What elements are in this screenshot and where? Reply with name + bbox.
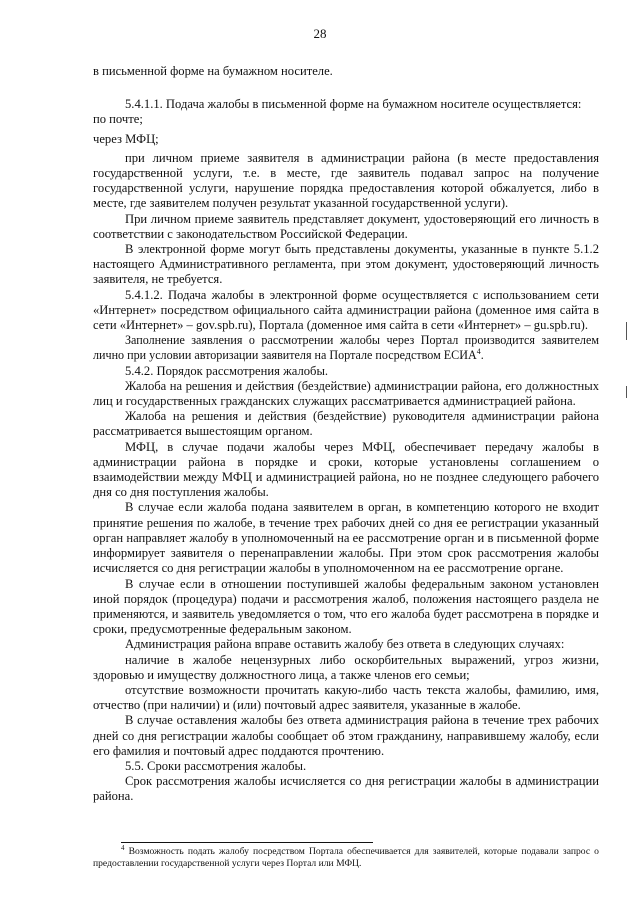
list-item: отсутствие возможности прочитать какую-либо часть текста жалобы, фамилию, имя, отчество (при наличии) и (или) почтовый адрес заявителя, указанные в жалобе. [93, 682, 599, 713]
margin-mark [626, 386, 627, 398]
paragraph-tail: . [480, 348, 484, 363]
section-heading: 5.4.2. Порядок рассмотрения жалобы. [125, 363, 329, 378]
paragraph: 5.4.1.1. Подача жалобы в письменной форме на бумажном носителе осуществляется: [125, 97, 582, 112]
list-item: наличие в жалобе нецензурных либо оскорбительных выражений, угроз жизни, здоровью и имуществу должностного лица, а также членов его семьи; [93, 652, 599, 682]
paragraph: МФЦ, в случае подачи жалобы через МФЦ, обеспечивает передачу жалобы в администрации района в порядке и сроки, которые установлены соглашением о взаимодействии между МФЦ и администрацией района, но не позднее следующего рабочего дня со дня поступления жалобы. [93, 439, 599, 500]
paragraph: Срок рассмотрения жалобы исчисляется со дня регистрации жалобы в администрации района. [93, 774, 599, 804]
section-heading: 5.5. Сроки рассмотрения жалобы. [125, 758, 307, 773]
footnote-text: Возможность подать жалобу посредством Портала обеспечивается для заявителей, которые подавали запрос о предоставлении государственной услуги через Портал или МФЦ. [93, 846, 599, 869]
paragraph-text: Заполнение заявления о рассмотрении жалобы через Портал производится заявителем лично при условии авторизации заявителя на Портале посредством ЕСИА [93, 333, 599, 363]
paragraph: 5.4.1.2. Подача жалобы в электронной форме осуществляется с использованием сети «Интернет» посредством официального сайта администрации района (доменное имя сайта в сети «Интернет» – gov.spb.ru), Портала (доменное имя сайта в сети «Интернет» – gu.spb.ru). [93, 287, 599, 333]
paragraph: через МФЦ; [93, 131, 159, 146]
paragraph: Администрация района вправе оставить жалобу без ответа в следующих случаях: [125, 637, 565, 652]
paragraph: по почте; [93, 112, 143, 127]
paragraph: в письменной форме на бумажном носителе. [93, 64, 333, 78]
paragraph: Жалоба на решения и действия (бездействие) администрации района, его должностных лиц и государственных гражданских служащих рассматривается администрацией района. [93, 378, 599, 409]
margin-mark [626, 322, 627, 340]
paragraph: В случае оставления жалобы без ответа администрация района в течение трех рабочих дней со дня регистрации жалобы сообщает об этом гражданину, направившему жалобу, если его фамилия и почтовый адрес поддаются прочтению. [93, 713, 599, 758]
paragraph: При личном приеме заявитель представляет документ, удостоверяющий его личность в соответствии с законодательством Российской Федерации. [93, 211, 599, 241]
paragraph: Жалоба на решения и действия (бездействие) руководителя администрации района рассматривается вышестоящим органом. [93, 409, 599, 439]
footnote-ref: 4 [476, 347, 481, 357]
paragraph: В электронной форме могут быть представлены документы, указанные в пункте 5.1.2 настоящего Административного регламента, при этом документ, удостоверяющий личность заявителя, не требуется. [93, 242, 599, 287]
paragraph: В случае если жалоба подана заявителем в орган, в компетенцию которого не входит принятие решения по жалобе, в течение трех рабочих дней со дня ее регистрации указанный орган направляет жалобу в уполномоченный на ее рассмотрение орган и в письменной форме информирует заявителя о перенаправлении жалобы. При этом срок рассмотрения жалобы исчисляется со дня регистрации жалобы в уполномоченном на ее рассмотрение органе. [93, 500, 599, 576]
footnote [93, 843, 599, 870]
paragraph [93, 333, 599, 363]
page-number: 28 [313, 26, 327, 41]
paragraph: В случае если в отношении поступившей жалобы федеральным законом установлен иной порядок (процедура) подачи и рассмотрения жалоб, положения настоящего раздела не применяются, и заявитель уведомляется о том, что его жалоба будет рассмотрена в порядке и сроки, предусмотренные федеральным законом. [93, 576, 599, 637]
footnote-number: 4 [121, 843, 125, 852]
footnote-divider [121, 842, 373, 843]
paragraph: при личном приеме заявителя в администрации района (в месте предоставления государственной услуги, т.е. в месте, где заявитель подавал запрос на получение государственной услуги, нарушение порядка предоставления которой обжалуется, либо в месте, где заявителем получен результат указанной государственной услуги). [93, 150, 599, 211]
document-body [93, 64, 599, 805]
